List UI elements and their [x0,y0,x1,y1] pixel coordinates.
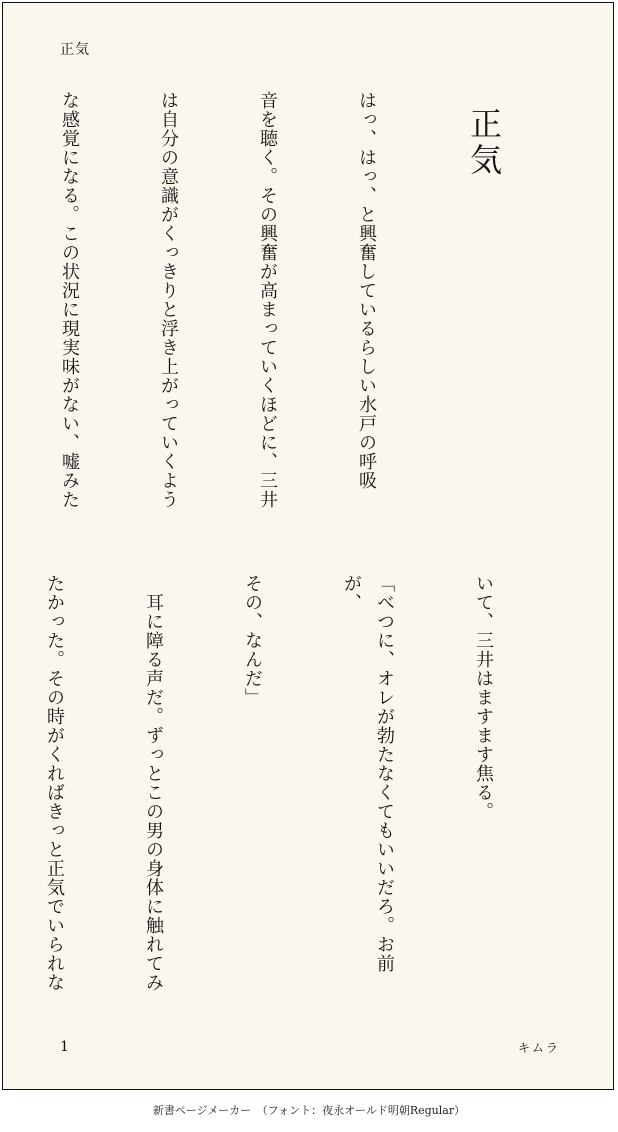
upper-text-block [59,91,566,531]
text-line: な感覚になる。この状況に現実味がない、嘘みた [59,91,80,509]
running-header-title: 正気 [60,42,90,58]
text-line: その、なんだ」 [242,574,263,707]
text-line: 「べつに、オレが勃たなくてもいいだろ。お前が、 [341,574,395,973]
text-line: いて、三井はますます焦る。 [473,574,494,821]
book-page [2,2,614,1090]
author-name: キムラ [518,1041,560,1055]
story-title: 正気 [465,107,503,179]
page-number: 1 [60,1039,69,1055]
text-line: 音を聴く。その興奮が高まっていくほどに、三井 [257,91,278,509]
text-line: 耳に障る声だ。ずっとこの男の身体に触れてみ [143,574,164,992]
lower-text-block [44,574,566,1010]
text-line: はっ、はっ、と興奮しているらしい水戸の呼吸 [356,91,377,490]
text-line: たかった。その時がくればきっと正気でいられな [44,574,65,992]
text-line: は自分の意識がくっきりと浮き上がっていくよう [158,91,179,509]
generator-caption: 新書ページメーカー （フォント：夜永オールド明朝Regular） [152,1104,466,1117]
